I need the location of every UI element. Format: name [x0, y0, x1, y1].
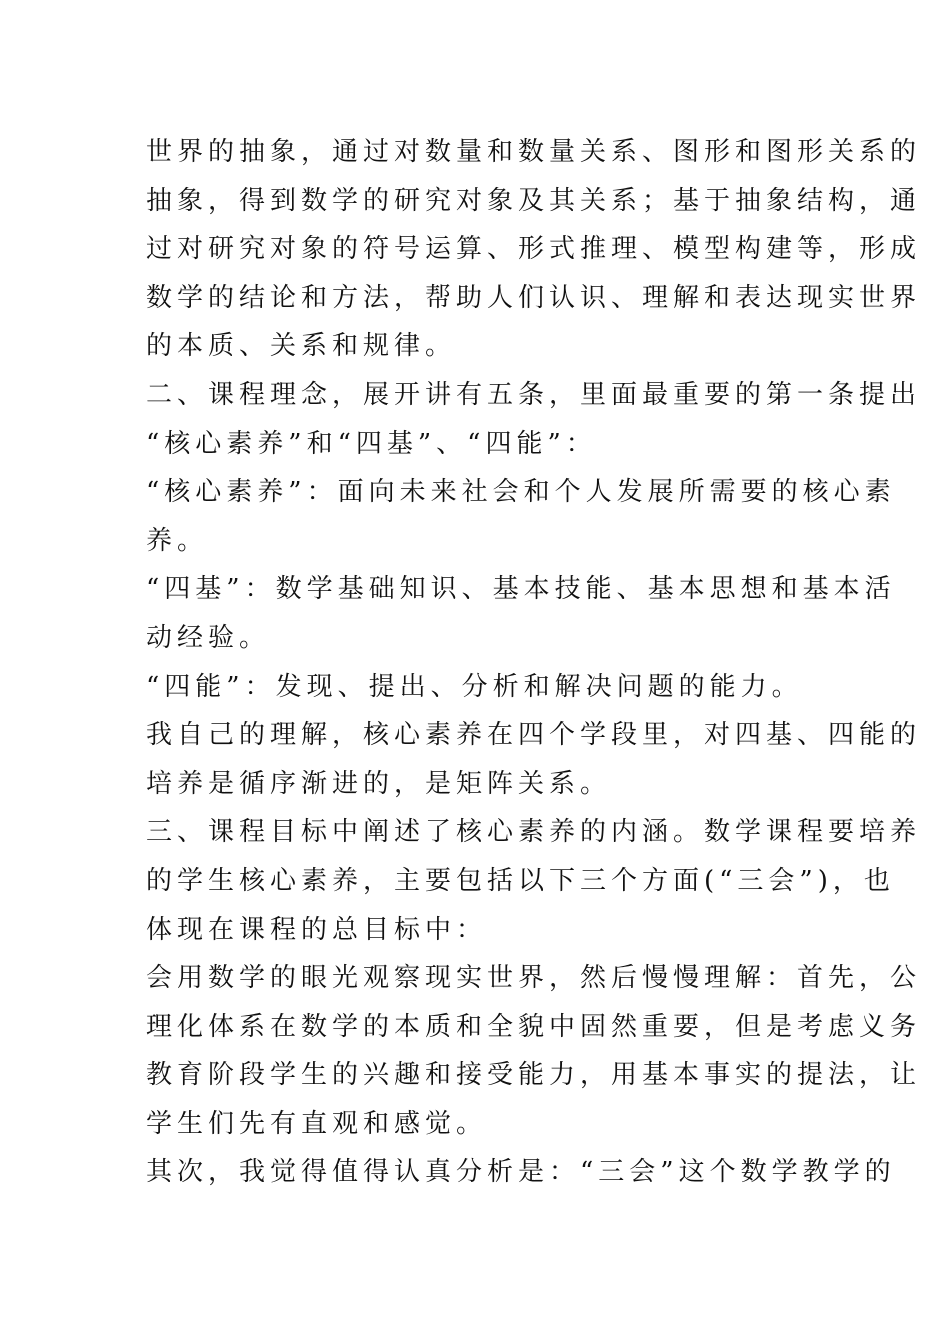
paragraph-four-abilities	[146, 663, 810, 712]
text-line: 其次，我觉得值得认真分析是：“三会”这个数学教学的	[146, 1157, 896, 1188]
paragraph-four-basics	[146, 565, 896, 662]
paragraph-mathematical-eye	[146, 954, 922, 1148]
paragraph-course-goals	[146, 808, 922, 954]
text-line: 的本质、关系和规律。	[146, 331, 457, 362]
text-line: 养。	[146, 525, 209, 556]
paragraph-own-understanding	[146, 711, 922, 808]
text-line: 体现在课程的总目标中：	[146, 914, 488, 945]
text-line: 培养是循序渐进的，是矩阵关系。	[146, 768, 612, 799]
text-line: 抽象，得到数学的研究对象及其关系；基于抽象结构，通	[146, 185, 922, 216]
paragraph-core-literacy	[146, 468, 896, 565]
text-line: 我自己的理解，核心素养在四个学段里，对四基、四能的	[146, 720, 922, 751]
paragraph-course-philosophy	[146, 371, 922, 468]
text-line: 二、课程理念，展开讲有五条，里面最重要的第一条提出	[146, 379, 922, 410]
text-line: 数学的结论和方法，帮助人们认识、理解和表达现实世界	[146, 282, 922, 313]
text-line: 理化体系在数学的本质和全貌中固然重要，但是考虑义务	[146, 1011, 922, 1042]
text-line: 教育阶段学生的兴趣和接受能力，用基本事实的提法，让	[146, 1060, 922, 1091]
text-line: 学生们先有直观和感觉。	[146, 1108, 488, 1139]
document-body	[146, 128, 922, 1197]
text-line: “核心素养”：面向未来社会和个人发展所需要的核心素	[146, 477, 896, 508]
text-line: “四基”：数学基础知识、基本技能、基本思想和基本活	[146, 574, 896, 605]
paragraph-abstraction	[146, 128, 922, 371]
text-line: 过对研究对象的符号运算、形式推理、模型构建等，形成	[146, 234, 922, 265]
paragraph-secondly	[146, 1148, 896, 1197]
text-line: “四能”：发现、提出、分析和解决问题的能力。	[146, 671, 803, 702]
text-line: 的学生核心素养，主要包括以下三个方面(“三会”)，也	[146, 865, 895, 896]
text-line: 三、课程目标中阐述了核心素养的内涵。数学课程要培养	[146, 817, 922, 848]
text-line: 动经验。	[146, 622, 271, 653]
text-line: 会用数学的眼光观察现实世界，然后慢慢理解：首先，公	[146, 963, 922, 994]
text-line: 世界的抽象，通过对数量和数量关系、图形和图形关系的	[146, 137, 922, 167]
text-line: “核心素养”和“四基”、“四能”：	[146, 428, 597, 459]
